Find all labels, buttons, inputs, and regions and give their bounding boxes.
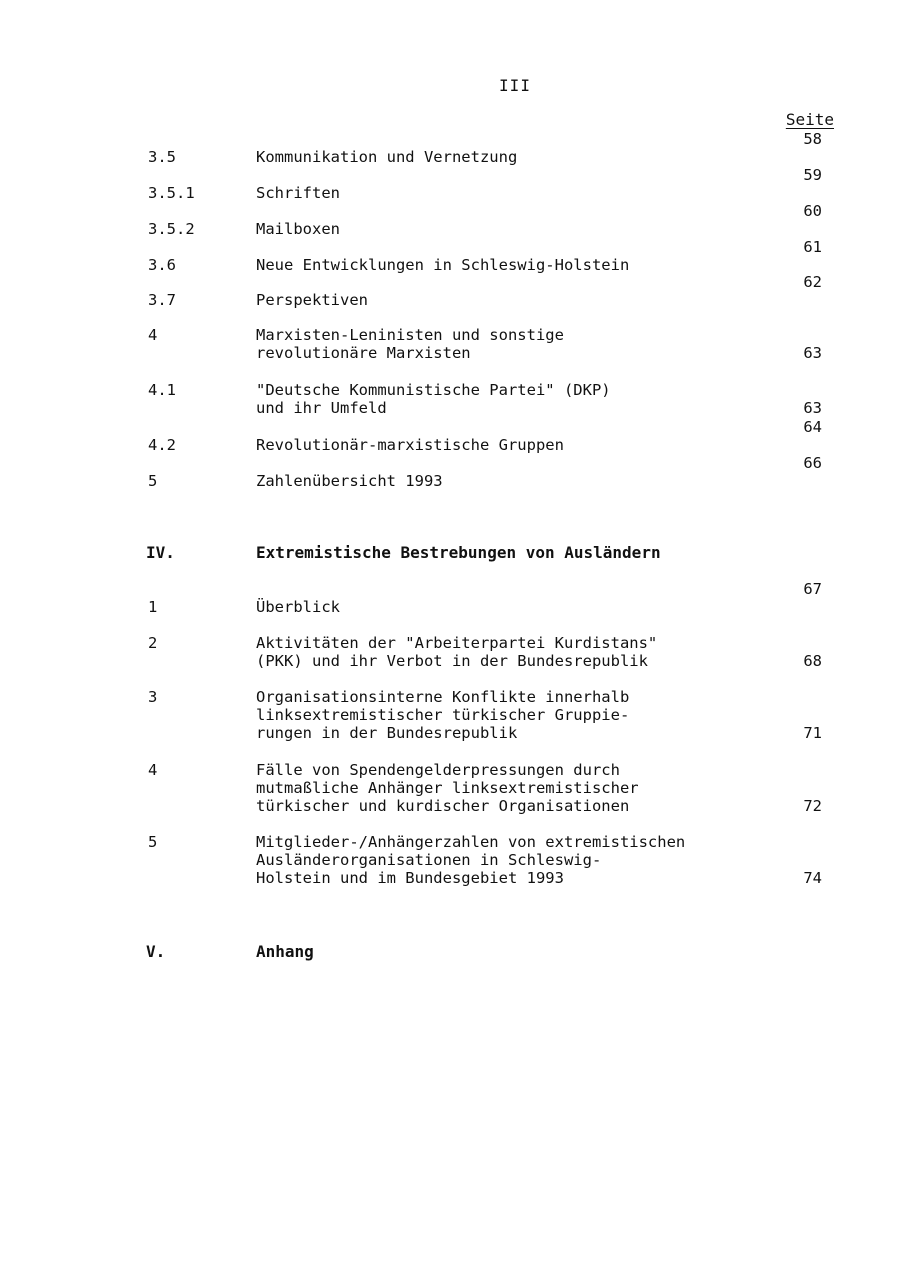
- section-number: IV.: [146, 543, 175, 562]
- toc-entry-title: "Deutsche Kommunistische Partei" (DKP) und ihr Umfeld: [256, 381, 611, 417]
- toc-entry-number: 4: [148, 761, 158, 779]
- toc-entry-title: Überblick: [256, 598, 340, 616]
- toc-entry-title: Mailboxen: [256, 220, 340, 238]
- page-column-header: Seite: [785, 110, 834, 129]
- toc-entry-page: 66: [803, 454, 822, 472]
- toc-entry-number: 4.2: [148, 436, 176, 454]
- toc-entry-number: 3.5.2: [148, 220, 195, 238]
- toc-entry-page: 58: [803, 130, 822, 148]
- toc-entry-page: 63: [803, 344, 822, 362]
- page-number: III: [499, 76, 531, 95]
- toc-entry-title: Mitglieder-/Anhängerzahlen von extremistischen Ausländerorganisationen in Schleswig- Holstein und im Bundesgebiet 1993: [256, 833, 686, 887]
- toc-entry-number: 3.7: [148, 291, 176, 309]
- toc-entry-page: 60: [803, 202, 822, 220]
- toc-entry-number: 2: [148, 634, 158, 652]
- toc-entry: [0, 761, 900, 815]
- toc-entry-title: Schriften: [256, 184, 340, 202]
- toc-entry-title: Fälle von Spendengelderpressungen durch mutmaßliche Anhänger linksextremistischer türkischer und kurdischer Organisationen: [256, 761, 639, 815]
- toc-entry-page: 71: [803, 724, 822, 742]
- toc-entry-number: 5: [148, 833, 158, 851]
- toc-entry-page: 62: [803, 273, 822, 291]
- toc-entry-page: 63: [803, 399, 822, 417]
- toc-entry: [0, 688, 900, 742]
- toc-entry-page: 67: [803, 580, 822, 598]
- toc-entry-number: 4: [148, 326, 158, 344]
- toc-entry-title: Perspektiven: [256, 291, 368, 309]
- toc-entry-number: 4.1: [148, 381, 176, 399]
- toc-entry-page: 59: [803, 166, 822, 184]
- toc-entry: [0, 326, 900, 362]
- section-title: Anhang: [256, 942, 314, 961]
- toc-entry-page: 68: [803, 652, 822, 670]
- toc-entry-page: 72: [803, 797, 822, 815]
- toc-entry-page: 64: [803, 418, 822, 436]
- toc-entry-number: 3.6: [148, 256, 176, 274]
- toc-entry-title: Organisationsinterne Konflikte innerhalb linksextremistischer türkischer Gruppie- rungen in der Bundesrepublik: [256, 688, 630, 742]
- toc-entry-title: Zahlenübersicht 1993: [256, 472, 443, 490]
- toc-entry-number: 3.5: [148, 148, 176, 166]
- toc-entry-title: Revolutionär-marxistische Gruppen: [256, 436, 564, 454]
- section-title: Extremistische Bestrebungen von Ausländern: [256, 543, 661, 562]
- toc-entry-title: Neue Entwicklungen in Schleswig-Holstein: [256, 256, 630, 274]
- section-number: V.: [146, 942, 166, 961]
- toc-entry-number: 3.5.1: [148, 184, 195, 202]
- toc-entry-page: 74: [803, 869, 822, 887]
- toc-entry-number: 5: [148, 472, 158, 490]
- toc-entry-number: 1: [148, 598, 158, 616]
- toc-entry: [0, 634, 900, 670]
- toc-entry-number: 3: [148, 688, 158, 706]
- toc-entry-page: 61: [803, 238, 822, 256]
- toc-entry: [0, 381, 900, 417]
- toc-entry-title: Kommunikation und Vernetzung: [256, 148, 518, 166]
- toc-entry-title: Aktivitäten der "Arbeiterpartei Kurdistans" (PKK) und ihr Verbot in der Bundesrepublik: [256, 634, 658, 670]
- toc-entry: [0, 833, 900, 887]
- toc-entry-title: Marxisten-Leninisten und sonstige revolutionäre Marxisten: [256, 326, 564, 362]
